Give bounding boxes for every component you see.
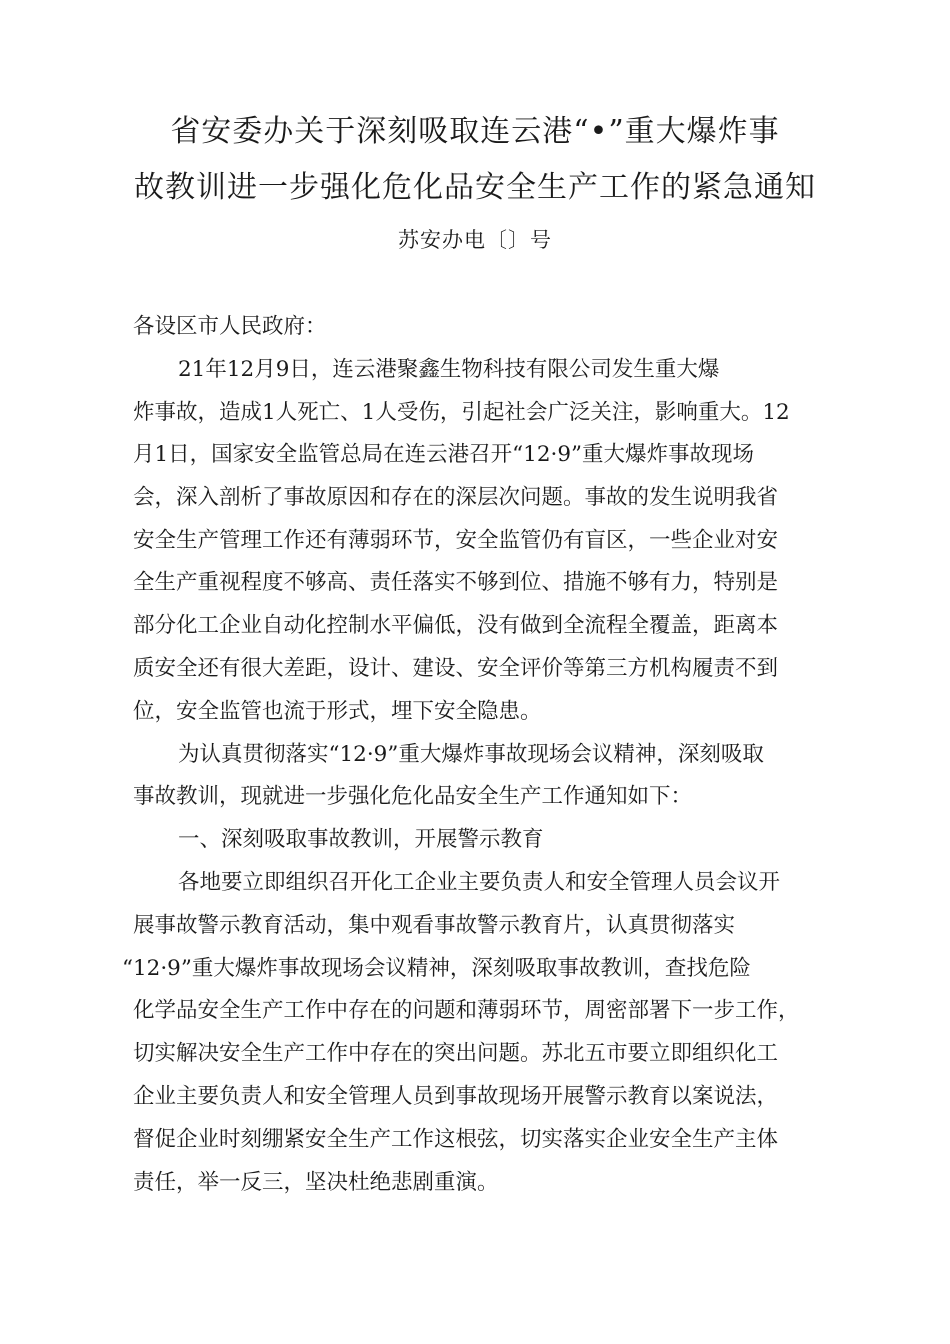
body-line: 切实解决安全生产工作中存在的突出问题。苏北五市要立即组织化工 [133, 1041, 779, 1066]
body-line: 企业主要负责人和安全管理人员到事故现场开展警示教育以案说法， [133, 1084, 779, 1109]
body-line: 炸事故，造成1人死亡、1人受伤，引起社会广泛关注，影响重大。12 [133, 400, 790, 425]
body-line: 督促企业时刻绷紧安全生产工作这根弦，切实落实企业安全生产主体 [133, 1127, 779, 1152]
document-title-line-1: 省安委办关于深刻吸取连云港“•”重大爆炸事 [170, 114, 780, 149]
body-line: 会，深入剖析了事故原因和存在的深层次问题。事故的发生说明我省 [133, 485, 779, 510]
body-line: 安全生产管理工作还有薄弱环节，安全监管仍有盲区，一些企业对安 [133, 528, 779, 553]
body-line: 责任，举一反三，坚决杜绝悲剧重演。 [133, 1170, 499, 1195]
body-line: 展事故警示教育活动，集中观看事故警示教育片，认真贯彻落实 [133, 913, 736, 938]
body-line: 事故教训，现就进一步强化危化品安全生产工作通知如下： [133, 784, 693, 809]
document-number: 苏安办电〔〕号 [398, 228, 552, 252]
body-line: 位，安全监管也流于形式，埋下安全隐患。 [133, 699, 542, 724]
body-line: 部分化工企业自动化控制水平偏低，没有做到全流程全覆盖，距离本 [133, 613, 779, 638]
body-line: 质安全还有很大差距，设计、建设、安全评价等第三方机构履责不到 [133, 656, 779, 681]
body-line: 月1日，国家安全监管总局在连云港召开“12·9”重大爆炸事故现场 [133, 442, 755, 467]
body-line: 全生产重视程度不够高、责任落实不够到位、措施不够有力，特别是 [133, 570, 779, 595]
salutation: 各设区市人民政府： [133, 314, 327, 339]
section-heading: 一、深刻吸取事故教训，开展警示教育 [178, 827, 544, 852]
body-line: 各地要立即组织召开化工企业主要负责人和安全管理人员会议开 [178, 870, 781, 895]
body-line: 化学品安全生产工作中存在的问题和薄弱环节，周密部署下一步工作， [133, 998, 800, 1023]
body-line: “12·9”重大爆炸事故现场会议精神，深刻吸取事故教训，查找危险 [122, 956, 751, 981]
body-line: 为认真贯彻落实“12·9”重大爆炸事故现场会议精神，深刻吸取 [178, 742, 764, 767]
body-line: 21年12月9日，连云港聚鑫生物科技有限公司发生重大爆 [178, 357, 720, 382]
document-title-line-2: 故教训进一步强化危化品安全生产工作的紧急通知 [134, 170, 816, 205]
